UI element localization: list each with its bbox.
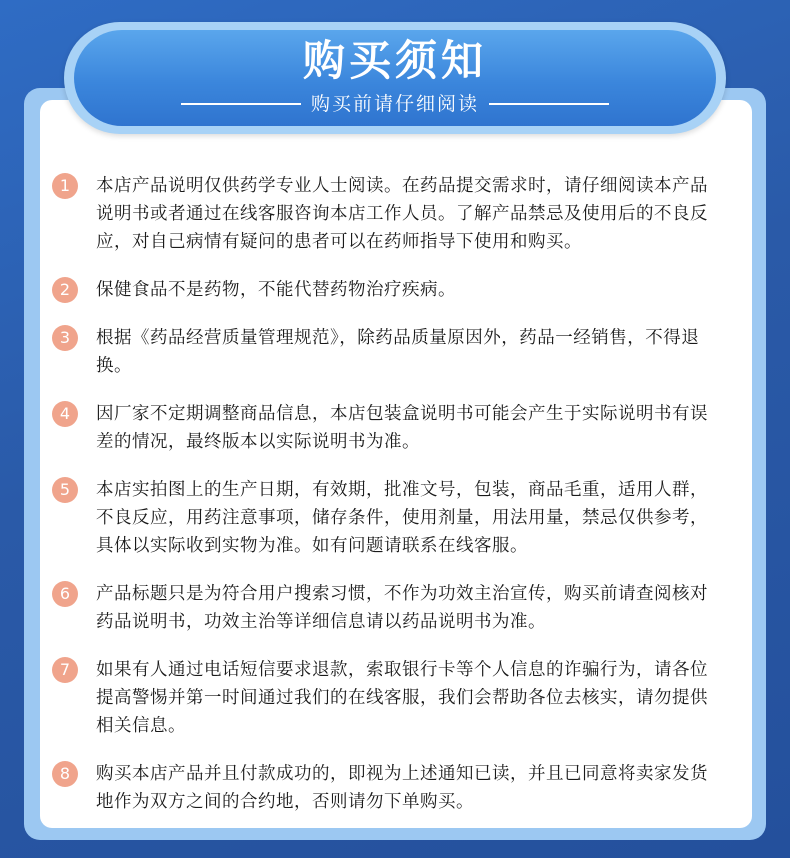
number-badge: 6 xyxy=(52,581,78,607)
subtitle-divider-left xyxy=(181,103,301,105)
notice-item-6 xyxy=(52,580,732,636)
number-badge: 8 xyxy=(52,761,78,787)
notice-text: 本店产品说明仅供药学专业人士阅读。在药品提交需求时，请仔细阅读本产品说明书或者通过在线客服咨询本店工作人员。了解产品禁忌及使用后的不良反应，对自己病情有疑问的患者可以在药师指导下使用和购买。 xyxy=(96,176,708,252)
number-badge: 4 xyxy=(52,401,78,427)
notice-item-4 xyxy=(52,400,732,456)
notice-list xyxy=(52,172,732,836)
notice-item-3 xyxy=(52,324,732,380)
page-subtitle: 购买前请仔细阅读 xyxy=(310,93,479,115)
notice-item-2 xyxy=(52,276,732,304)
notice-item-5 xyxy=(52,476,732,560)
notice-text: 产品标题只是为符合用户搜索习惯，不作为功效主治宣传，购买前请查阅核对药品说明书，功效主治等详细信息请以药品说明书为准。 xyxy=(96,584,708,632)
notice-item-7 xyxy=(52,656,732,740)
number-badge: 2 xyxy=(52,277,78,303)
notice-item-8 xyxy=(52,760,732,816)
number-badge: 1 xyxy=(52,173,78,199)
page-title: 购买须知 xyxy=(302,36,487,85)
number-badge: 3 xyxy=(52,325,78,351)
subtitle-row xyxy=(74,92,716,116)
notice-text: 保健食品不是药物，不能代替药物治疗疾病。 xyxy=(96,280,456,300)
notice-text: 如果有人通过电话短信要求退款，索取银行卡等个人信息的诈骗行为，请各位提高警惕并第一时间通过我们的在线客服，我们会帮助各位去核实，请勿提供相关信息。 xyxy=(96,660,708,736)
notice-text: 购买本店产品并且付款成功的，即视为上述通知已读，并且已同意将卖家发货地作为双方之间的合约地，否则请勿下单购买。 xyxy=(96,764,708,812)
notice-item-1 xyxy=(52,172,732,256)
number-badge: 5 xyxy=(52,477,78,503)
subtitle-divider-right xyxy=(489,103,609,105)
number-badge: 7 xyxy=(52,657,78,683)
notice-text: 本店实拍图上的生产日期，有效期，批准文号，包装，商品毛重，适用人群，不良反应，用药注意事项，储存条件，使用剂量，用法用量，禁忌仅供参考，具体以实际收到实物为准。如有问题请联系在线客服。 xyxy=(96,480,708,556)
notice-text: 根据《药品经营质量管理规范》，除药品质量原因外，药品一经销售，不得退换。 xyxy=(96,328,700,376)
notice-text: 因厂家不定期调整商品信息，本店包装盒说明书可能会产生于实际说明书有误差的情况，最终版本以实际说明书为准。 xyxy=(96,404,708,452)
